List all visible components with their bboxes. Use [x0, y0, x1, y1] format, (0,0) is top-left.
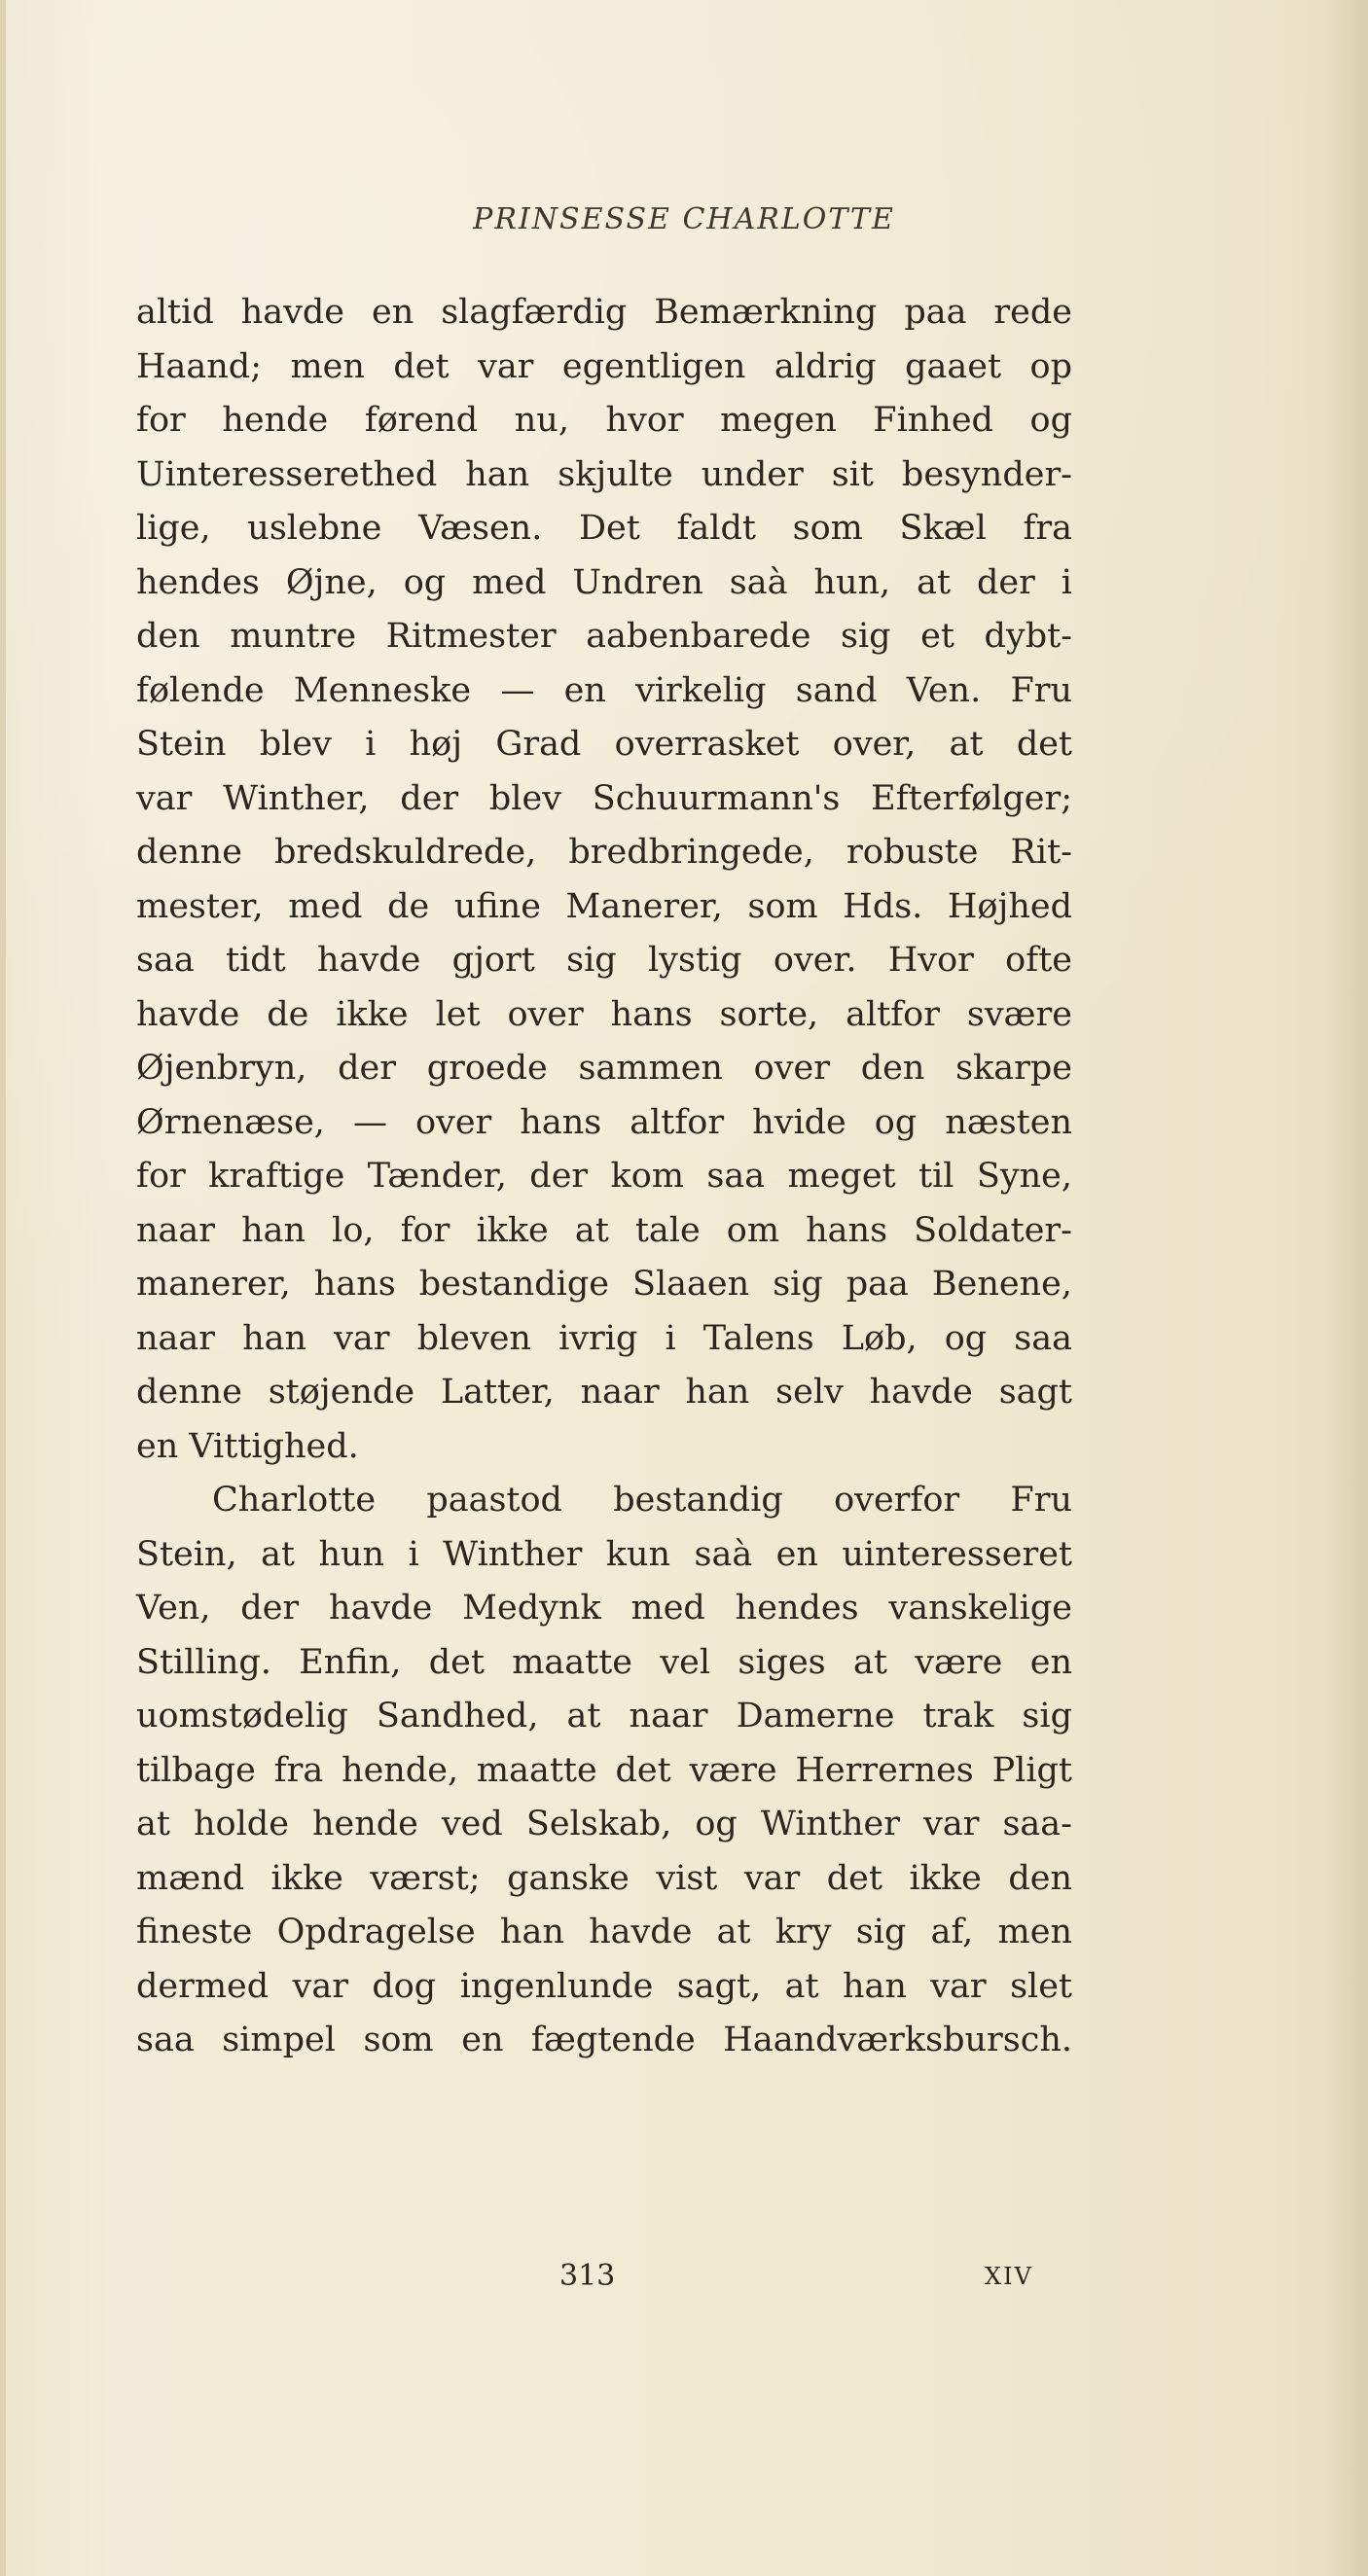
text-line: saa tidt havde gjort sig lystig over. Hvor ofte	[136, 941, 1072, 980]
paragraph-end-line: en Vittighed.	[136, 1426, 359, 1466]
text-line: naar han lo, for ikke at tale om hans Soldater-	[136, 1210, 1072, 1250]
text-line: uomstødelig Sandhed, at naar Damerne trak sig	[136, 1697, 1072, 1735]
text-line: hendes Øjne, og med Undren saà hun, at der i	[136, 562, 1072, 602]
text-line: følende Menneske — en virkelig sand Ven. Fru	[136, 670, 1072, 710]
text-line: Ven, der havde Medynk med hendes vanskelige	[136, 1589, 1072, 1628]
text-line: Stein blev i høj Grad overrasket over, at det	[136, 725, 1072, 764]
text-line: Stilling. Enfin, det maatte vel siges at være en	[136, 1642, 1072, 1682]
text-line: at holde hende ved Selskab, og Winther var saa-	[136, 1805, 1072, 1843]
running-title: PRINSESSE CHARLOTTE	[473, 202, 895, 236]
text-line: havde de ikke let over hans sorte, altfor svære	[136, 994, 1072, 1034]
text-line: Uinteresserethed han skjulte under sit besynder-	[136, 454, 1072, 494]
text-line: denne bredskuldrede, bredbringede, robuste Rit-	[136, 833, 1072, 872]
text-line: altid havde en slagfærdig Bemærkning paa rede	[136, 293, 1072, 332]
page-left-edge	[0, 0, 6, 2576]
text-line: denne støjende Latter, naar han selv havde sagt	[136, 1373, 1072, 1412]
text-line: lige, uslebne Væsen. Det faldt som Skæl fra	[136, 509, 1072, 548]
text-line: naar han var bleven ivrig i Talens Løb, og saa	[136, 1318, 1072, 1358]
text-line: mester, med de ufine Manerer, som Hds. Højhed	[136, 886, 1072, 926]
text-line: tilbage fra hende, maatte det være Herrernes Pligt	[136, 1750, 1072, 1790]
text-line: for kraftige Tænder, der kom saa meget til Syne,	[136, 1157, 1072, 1196]
text-line: Stein, at hun i Winther kun saà en uinteresseret	[136, 1534, 1072, 1574]
body-text	[136, 286, 1072, 2068]
text-line: dermed var dog ingenlunde sagt, at han var slet	[136, 1966, 1072, 2006]
text-line: fineste Opdragelse han havde at kry sig af, men	[136, 1913, 1072, 1951]
text-line: var Winther, der blev Schuurmann's Efterfølger;	[136, 778, 1072, 818]
text-line: Haand; men det var egentligen aldrig gaaet op	[136, 346, 1072, 386]
page-footer	[0, 2259, 1368, 2317]
text-line: mænd ikke værst; ganske vist var det ikke den	[136, 1858, 1072, 1898]
text-line: saa simpel som en fægtende Haandværksbursch.	[136, 2021, 1072, 2059]
page-number: 313	[559, 2259, 616, 2293]
text-line: manerer, hans bestandige Slaaen sig paa Benene,	[136, 1265, 1072, 1304]
page-right-edge-shadow	[1325, 0, 1368, 2576]
signature-mark: XIV	[985, 2263, 1033, 2290]
text-line: Ørnenæse, — over hans altfor hvide og næsten	[136, 1102, 1072, 1142]
paragraph-start-line: Charlotte paastod bestandig overfor Fru	[212, 1481, 1072, 1520]
text-line: for hende førend nu, hvor megen Finhed og	[136, 401, 1072, 440]
text-line: den muntre Ritmester aabenbarede sig et dybt-	[136, 617, 1072, 656]
text-line: Øjenbryn, der groede sammen over den skarpe	[136, 1049, 1072, 1088]
